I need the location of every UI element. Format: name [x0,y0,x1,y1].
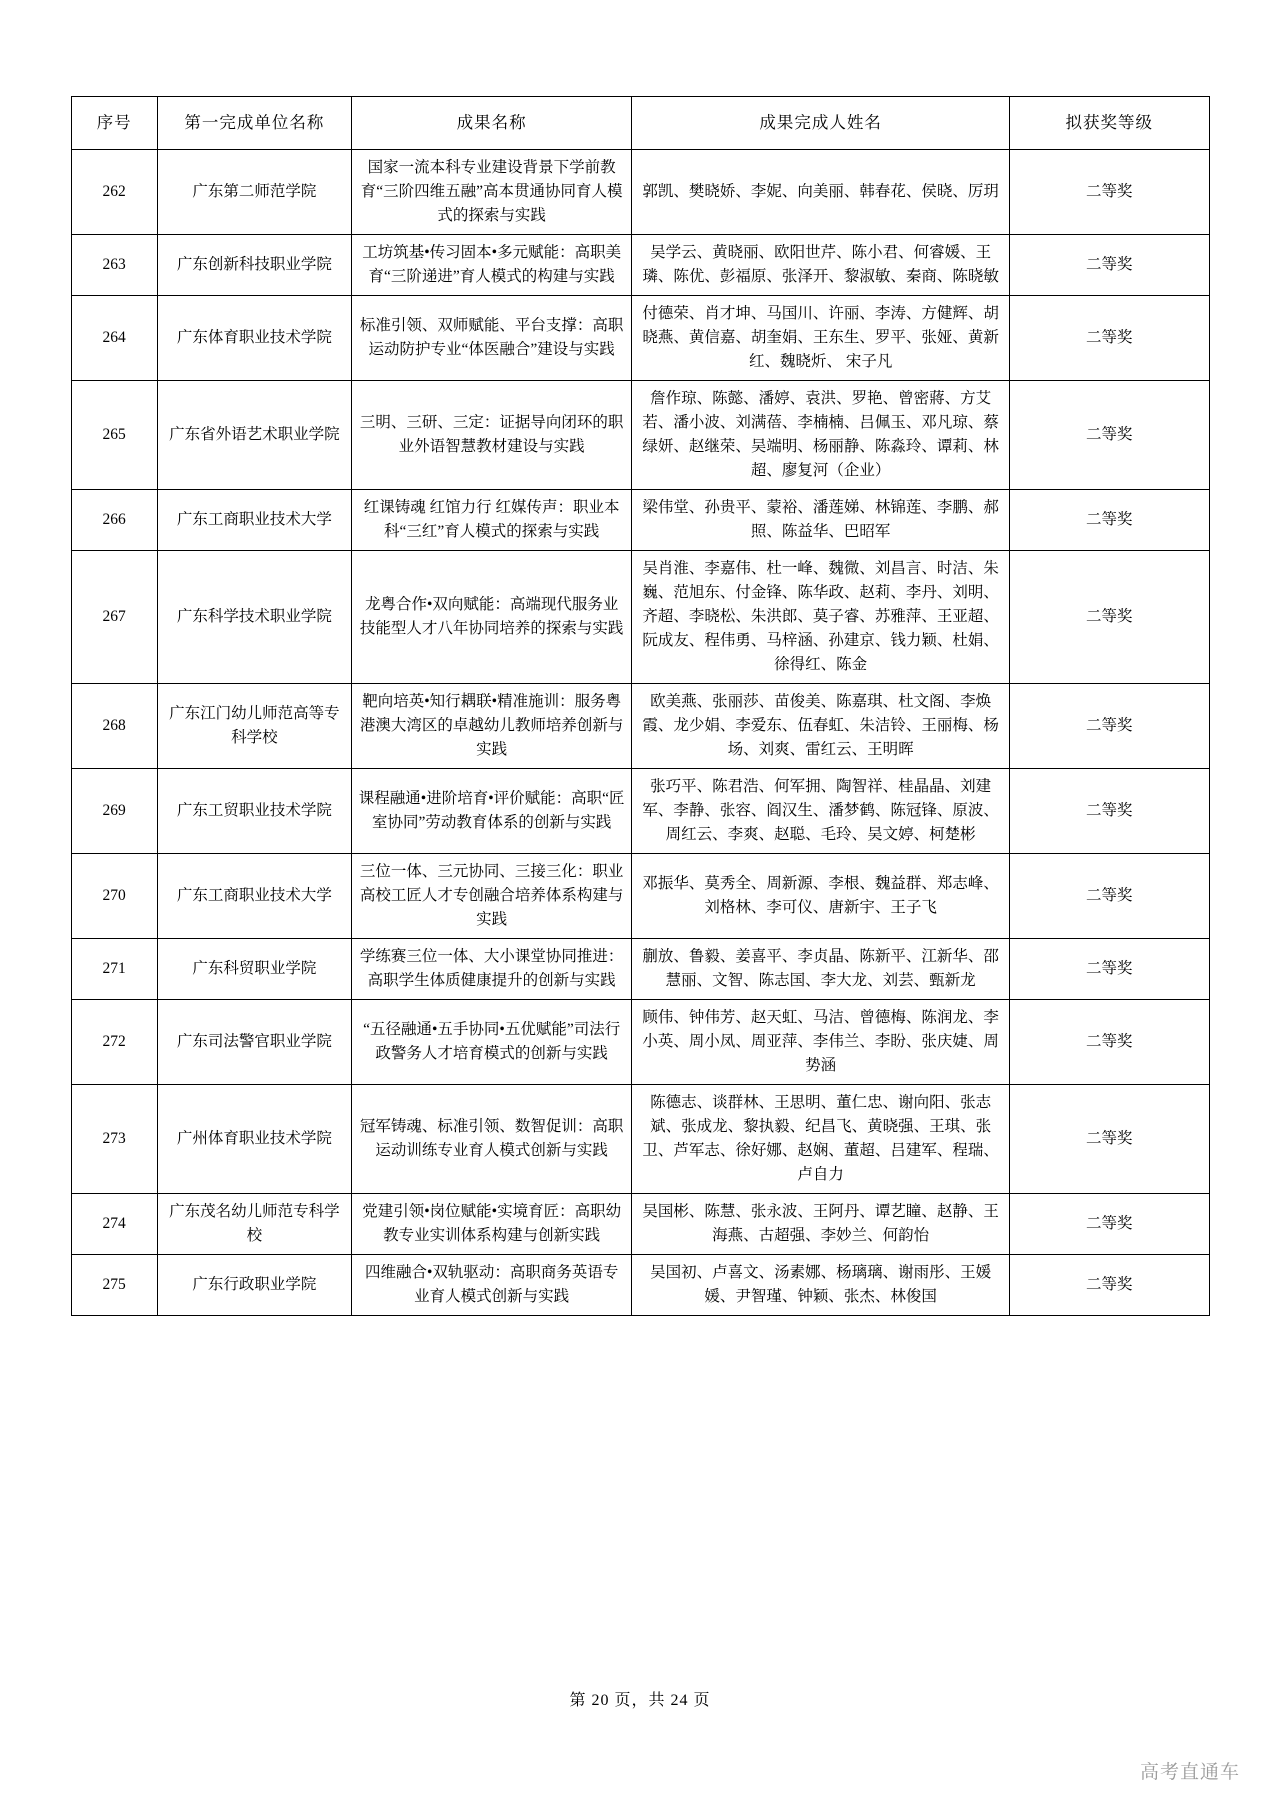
cell-award-level: 二等奖 [1009,295,1209,380]
cell-achievement-name: 四维融合•双轨驱动：高职商务英语专业育人模式创新与实践 [351,1255,631,1316]
cell-award-level: 二等奖 [1009,550,1209,683]
awards-table [71,96,1210,1316]
cell-seq: 262 [71,149,157,234]
cell-people: 欧美燕、张丽莎、苗俊美、陈嘉琪、杜文阁、李焕霞、龙少娟、李爱东、伍春虹、朱洁铃、王丽梅、杨场、刘爽、雷红云、王明晖 [632,683,1010,768]
cell-people: 詹作琼、陈懿、潘婷、袁洪、罗艳、曾密蔣、方艾若、潘小波、刘满蓓、李楠楠、吕佩玉、邓凡琼、蔡绿妍、赵继荣、吴端明、杨丽静、陈淼玲、谭莉、林超、廖复河（企业） [632,380,1010,489]
table-row [71,489,1209,550]
cell-award-level: 二等奖 [1009,939,1209,1000]
cell-unit: 广东江门幼儿师范高等专科学校 [157,683,351,768]
cell-unit: 广东省外语艺术职业学院 [157,380,351,489]
cell-unit: 广东体育职业技术学院 [157,295,351,380]
cell-people: 吴学云、黄晓丽、欧阳世芹、陈小君、何睿媛、王璘、陈优、彭福原、张泽开、黎淑敏、秦商、陈晓敏 [632,234,1010,295]
table-row [71,1000,1209,1085]
cell-seq: 273 [71,1085,157,1194]
cell-award-level: 二等奖 [1009,380,1209,489]
cell-achievement-name: 课程融通•进阶培育•评价赋能：高职“匠室协同”劳动教育体系的创新与实践 [351,768,631,853]
cell-award-level: 二等奖 [1009,683,1209,768]
cell-seq: 270 [71,853,157,938]
cell-seq: 275 [71,1255,157,1316]
cell-seq: 268 [71,683,157,768]
cell-unit: 广东司法警官职业学院 [157,1000,351,1085]
cell-seq: 265 [71,380,157,489]
cell-unit: 广东工贸职业技术学院 [157,768,351,853]
cell-achievement-name: 三明、三研、三定：证据导向闭环的职业外语智慧教材建设与实践 [351,380,631,489]
cell-achievement-name: 冠军铸魂、标准引领、数智促训：高职运动训练专业育人模式创新与实践 [351,1085,631,1194]
cell-people: 陈德志、谈群林、王思明、董仁忠、谢向阳、张志斌、张成龙、黎执毅、纪昌飞、黄晓强、王琪、张卫、芦军志、徐好娜、赵娴、董超、吕建军、程瑞、卢自力 [632,1085,1010,1194]
column-header-name: 成果名称 [351,97,631,150]
table-row [71,295,1209,380]
table-row [71,1085,1209,1194]
cell-unit: 广州体育职业技术学院 [157,1085,351,1194]
cell-award-level: 二等奖 [1009,1085,1209,1194]
cell-award-level: 二等奖 [1009,768,1209,853]
cell-people: 吴国初、卢喜文、汤素娜、杨璃璃、谢雨彤、王媛媛、尹智瑾、钟颖、张杰、林俊国 [632,1255,1010,1316]
cell-people: 邓振华、莫秀全、周新源、李根、魏益群、郑志峰、刘格林、李可仪、唐新宇、王子飞 [632,853,1010,938]
table-row [71,149,1209,234]
cell-achievement-name: 党建引领•岗位赋能•实境育匠：高职幼教专业实训体系构建与创新实践 [351,1194,631,1255]
cell-seq: 264 [71,295,157,380]
cell-people: 郭凯、樊晓娇、李妮、向美丽、韩春花、侯晓、厉玥 [632,149,1010,234]
table-row [71,683,1209,768]
cell-people: 梁伟堂、孙贵平、蒙裕、潘莲娣、林锦莲、李鹏、郝照、陈益华、巴昭军 [632,489,1010,550]
table-row [71,234,1209,295]
table-row [71,1194,1209,1255]
cell-achievement-name: 国家一流本科专业建设背景下学前教育“三阶四维五融”高本贯通协同育人模式的探索与实践 [351,149,631,234]
cell-seq: 274 [71,1194,157,1255]
cell-people: 顾伟、钟伟芳、赵天虹、马洁、曾德梅、陈润龙、李小英、周小凤、周亚萍、李伟兰、李盼、张庆婕、周势涵 [632,1000,1010,1085]
cell-unit: 广东创新科技职业学院 [157,234,351,295]
table-row [71,1255,1209,1316]
cell-award-level: 二等奖 [1009,1194,1209,1255]
cell-people: 吴国彬、陈慧、张永波、王阿丹、谭艺瞳、赵静、王海燕、古超强、李妙兰、何韵怡 [632,1194,1010,1255]
cell-seq: 271 [71,939,157,1000]
cell-achievement-name: 工坊筑基•传习固本•多元赋能：高职美育“三阶递进”育人模式的构建与实践 [351,234,631,295]
cell-award-level: 二等奖 [1009,853,1209,938]
cell-achievement-name: 靶向培英•知行耦联•精准施训：服务粤港澳大湾区的卓越幼儿教师培养创新与实践 [351,683,631,768]
column-header-unit: 第一完成单位名称 [157,97,351,150]
table-row [71,939,1209,1000]
cell-award-level: 二等奖 [1009,149,1209,234]
watermark: 高考直通车 [1139,1762,1240,1783]
cell-unit: 广东行政职业学院 [157,1255,351,1316]
column-header-seq: 序号 [71,97,157,150]
cell-seq: 269 [71,768,157,853]
page-footer: 第 20 页，共 24 页 [569,1692,711,1709]
cell-people: 蒯放、鲁毅、姜喜平、李贞晶、陈新平、江新华、邵慧丽、文智、陈志国、李大龙、刘芸、甄新龙 [632,939,1010,1000]
cell-award-level: 二等奖 [1009,1255,1209,1316]
cell-unit: 广东科学技术职业学院 [157,550,351,683]
cell-people: 付德荣、肖才坤、马国川、许丽、李涛、方健辉、胡晓燕、黄信嘉、胡奎娟、王东生、罗平、张娅、黄新红、魏晓炘、 宋子凡 [632,295,1010,380]
cell-people: 吴肖淮、李嘉伟、杜一峰、魏微、刘昌言、时洁、朱巍、范旭东、付金锋、陈华政、赵莉、李丹、刘明、齐超、李晓松、朱洪郎、莫子睿、苏雅萍、王亚超、阮成友、程伟勇、马梓涵、孙建京、钱力颖、杜娟、徐得红、陈金 [632,550,1010,683]
table-row [71,853,1209,938]
cell-seq: 272 [71,1000,157,1085]
cell-seq: 263 [71,234,157,295]
cell-people: 张巧平、陈君浩、何军拥、陶智祥、桂晶晶、刘建军、李静、张容、阎汉生、潘梦鹤、陈冠锋、原波、周红云、李爽、赵聪、毛玲、吴文婷、柯楚彬 [632,768,1010,853]
cell-unit: 广东工商职业技术大学 [157,853,351,938]
cell-achievement-name: 红课铸魂 红馆力行 红媒传声：职业本科“三红”育人模式的探索与实践 [351,489,631,550]
cell-award-level: 二等奖 [1009,489,1209,550]
table-row [71,768,1209,853]
table-row [71,550,1209,683]
cell-seq: 267 [71,550,157,683]
table-header-row [71,97,1209,150]
cell-achievement-name: 标准引领、双师赋能、平台支撑：高职运动防护专业“体医融合”建设与实践 [351,295,631,380]
cell-achievement-name: 三位一体、三元协同、三接三化：职业高校工匠人才专创融合培养体系构建与实践 [351,853,631,938]
cell-unit: 广东科贸职业学院 [157,939,351,1000]
cell-achievement-name: 学练赛三位一体、大小课堂协同推进：高职学生体质健康提升的创新与实践 [351,939,631,1000]
cell-award-level: 二等奖 [1009,234,1209,295]
cell-seq: 266 [71,489,157,550]
cell-unit: 广东第二师范学院 [157,149,351,234]
column-header-people: 成果完成人姓名 [632,97,1010,150]
cell-achievement-name: “五径融通•五手协同•五优赋能”司法行政警务人才培育模式的创新与实践 [351,1000,631,1085]
cell-award-level: 二等奖 [1009,1000,1209,1085]
table-row [71,380,1209,489]
column-header-level: 拟获奖等级 [1009,97,1209,150]
cell-achievement-name: 龙粤合作•双向赋能：高端现代服务业技能型人才八年协同培养的探索与实践 [351,550,631,683]
cell-unit: 广东工商职业技术大学 [157,489,351,550]
cell-unit: 广东茂名幼儿师范专科学校 [157,1194,351,1255]
